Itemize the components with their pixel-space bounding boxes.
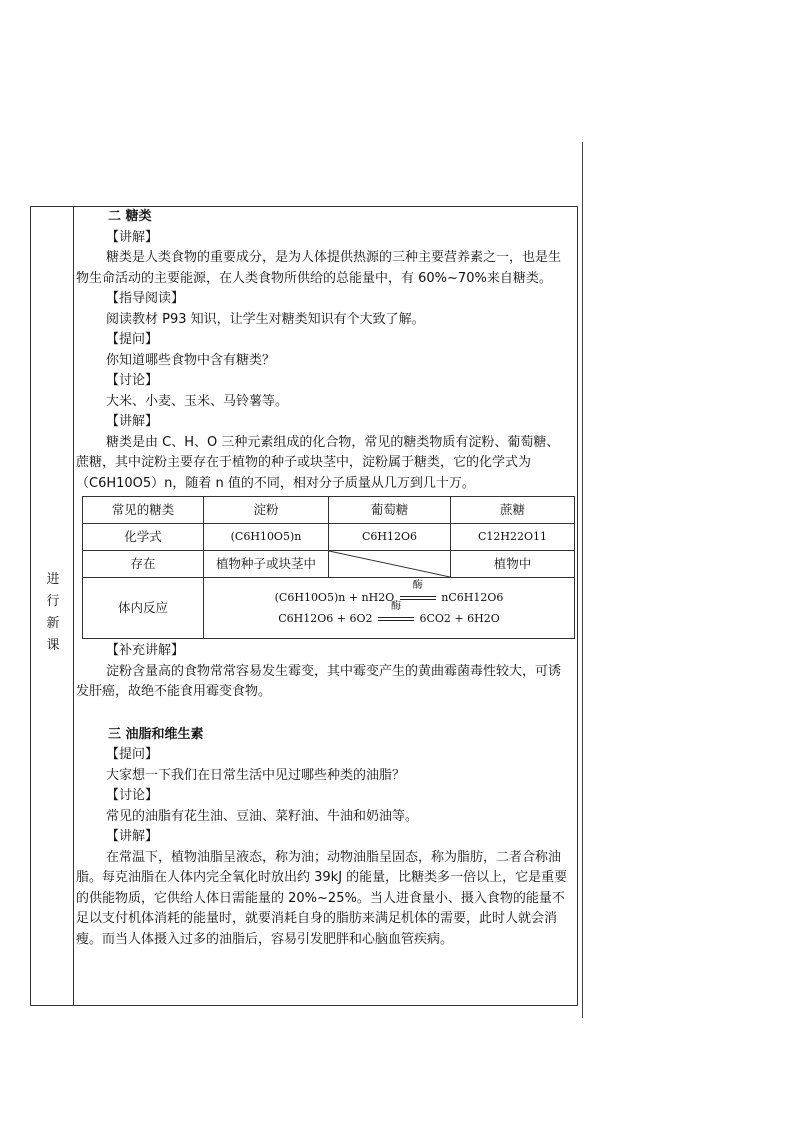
table-row [83, 578, 575, 639]
section-label-char: 行 [46, 594, 60, 609]
lesson-content [76, 207, 572, 950]
formula-starch: (C6H10O5)n [204, 524, 329, 551]
formula-glucose: C6H12O6 [329, 524, 451, 551]
table-cell: 存在 [83, 551, 204, 578]
table-row [83, 524, 575, 551]
paragraph-supplement: 淀粉含量高的食物常常容易发生霉变，其中霉变产生的黄曲霉菌毒性较大，可诱发肝癌，故绝不能食用霉变食物。 [76, 663, 562, 699]
enzyme-label: 酶 [412, 580, 423, 591]
enzyme-label: 酶 [391, 601, 401, 612]
tag-explain: 【讲解】 [106, 829, 159, 844]
table-row [83, 551, 575, 578]
reaction-1-right: nC6H12O6 [441, 591, 504, 604]
tag-reading: 【指导阅读】 [106, 291, 185, 306]
table-cell: 植物种子或块茎中 [204, 551, 329, 578]
section-label-char: 新 [46, 616, 60, 631]
tag-discuss: 【讨论】 [106, 788, 159, 803]
table-cell: 化学式 [83, 524, 204, 551]
tag-question: 【提问】 [106, 332, 159, 347]
paragraph-fat-explain: 在常温下，植物油脂呈液态，称为油；动物油脂呈固态，称为脂肪，二者合称油脂。每克油脂在人体内完全氧化时放出约 39kJ 的能量，比糖类多一倍以上，它是重要的供能物质，它供给人体日需能量的 20%~25%。当人进食量小、摄入食物的能量不足以支付机体消耗的能量时，就要消耗自身的脂肪来满足机体的需要，此时人就会消瘦。而当人体摄入过多的油脂后，容易引发肥胖和心脑血管疾病。 [76, 849, 568, 947]
section-label-char: 进 [46, 572, 60, 587]
reaction-1-left: (C6H10O5)n + nH2O [274, 591, 395, 604]
tag-question: 【提问】 [106, 747, 159, 762]
reaction-2-left: C6H12O6 + 6O2 [278, 612, 373, 625]
tag-supplement: 【补充讲解】 [106, 643, 185, 658]
paragraph-sugar-intro: 糖类是人类食物的重要成分，是为人体提供热源的三种主要营养素之一，也是生物生命活动的主要能源，在人类食物所供给的总能量中，有 60%~70%来自糖类。 [76, 250, 562, 286]
table-row [83, 497, 575, 524]
paragraph-reading: 阅读教材 P93 知识，让学生对糖类知识有个大致了解。 [106, 311, 425, 327]
margin-rule [582, 142, 583, 1018]
paragraph-question: 你知道哪些食物中含有糖类？ [106, 352, 276, 368]
diagonal-line [329, 551, 450, 577]
formula-sucrose: C12H22O11 [451, 524, 575, 551]
tag-discuss: 【讨论】 [106, 373, 159, 388]
paragraph-fat-question: 大家想一下我们在日常生活中见过哪些种类的油脂？ [106, 767, 406, 783]
paragraph-fat-discuss: 常见的油脂有花生油、豆油、菜籽油、牛油和奶油等。 [106, 808, 419, 824]
table-cell: 体内反应 [83, 578, 204, 639]
reaction-2-right: 6CO2 + 6H2O [419, 612, 500, 625]
section-label-char: 课 [46, 638, 60, 653]
paragraph-discuss: 大米、小麦、玉米、马铃薯等。 [106, 393, 289, 409]
table-header-cell: 葡萄糖 [329, 497, 451, 524]
section-heading-sugar: 二 糖类 [108, 209, 152, 224]
tag-explain: 【讲解】 [106, 414, 159, 429]
sugar-table [82, 496, 575, 639]
diagonal-empty-cell [329, 551, 451, 578]
enzyme-arrow [376, 601, 416, 629]
section-label [44, 569, 62, 657]
table-cell: 植物中 [451, 551, 575, 578]
table-header-cell: 淀粉 [204, 497, 329, 524]
tag-explain: 【讲解】 [106, 229, 159, 245]
reaction-cell [204, 578, 575, 639]
reaction-2 [204, 601, 574, 629]
paragraph-sugar-composition: 糖类是由 C、H、O 三种元素组成的化合物，常见的糖类物质有淀粉、葡萄糖、蔗糖，其中淀粉主要存在于植物的种子或块茎中，淀粉属于糖类，它的化学式为（C6H10O5）n，随着 n 值的不同，相对分子质量从几万到几十万。 [76, 434, 560, 491]
table-header-cell: 蔗糖 [451, 497, 575, 524]
table-header-cell: 常见的糖类 [83, 497, 204, 524]
section-heading-fat: 三 油脂和维生素 [108, 726, 204, 742]
